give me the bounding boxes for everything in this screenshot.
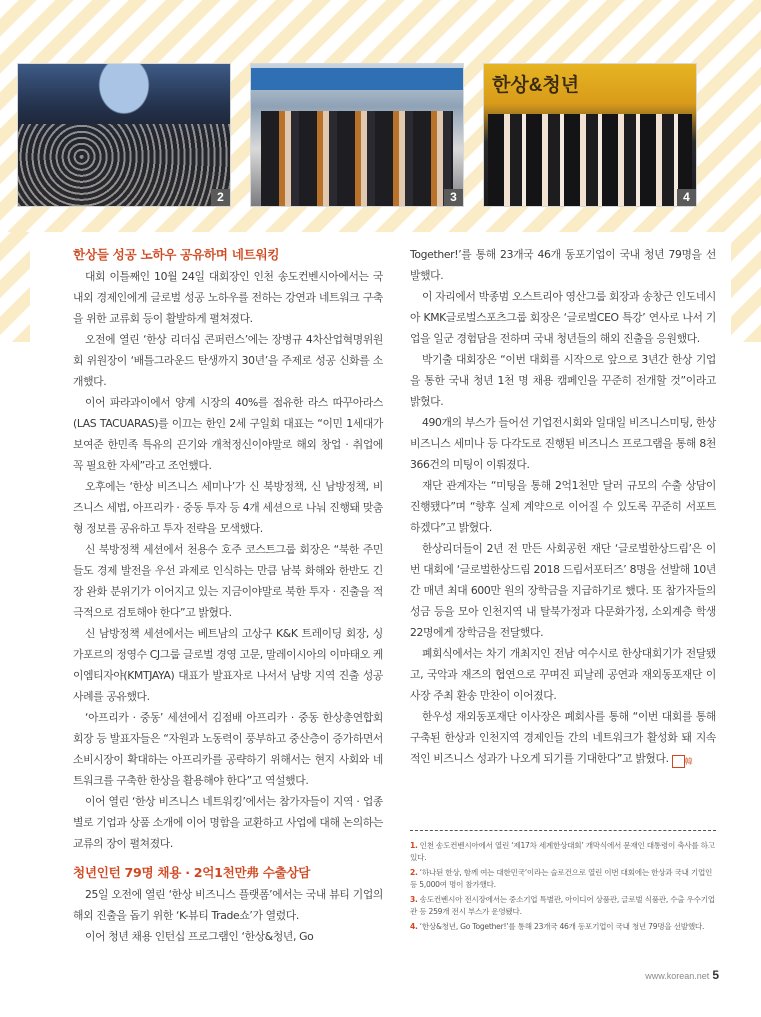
photo-captions — [410, 830, 716, 936]
caption-text: ‘하나된 한상, 함께 여는 대한민국’이라는 슬로건으로 열린 이번 대회에는 한상과 국내 기업인 등 5,000여 명이 참가했다. — [410, 868, 713, 889]
paragraph: 대회 이틀째인 10월 24일 대회장인 인천 송도컨벤시아에서는 국내외 경제인에게 글로벌 성공 노하우를 전하는 강연과 네트워크 구축을 위한 교류회 등이 활발하게 펼쳐졌다. — [73, 270, 383, 325]
page-footer — [645, 966, 719, 984]
paragraph: 박기출 대회장은 “이번 대회를 시작으로 앞으로 3년간 한상 기업을 통한 국내 청년 1천 명 채용 캠페인을 꾸준히 전개할 것”이라고 밝혔다. — [410, 353, 716, 408]
paragraph: 이어 열린 ‘한상 비즈니스 네트워킹’에서는 참가자들이 지역 · 업종별로 기업과 상품 소개에 이어 명함을 교환하고 사업에 대해 논의하는 교류의 장이 펼쳐졌다. — [73, 795, 383, 850]
website-url: www.korean.net — [645, 971, 710, 981]
paragraph: 이어 청년 채용 인턴십 프로그램인 ‘한상&청년, Go — [85, 930, 314, 943]
photo-exhibition — [250, 63, 464, 207]
photo-number: 4 — [677, 189, 696, 206]
caption-text: 송도컨벤시아 전시장에서는 중소기업 특별관, 아이디어 상품관, 글로벌 식품관, 수출 우수기업관 등 259개 전시 부스가 운영됐다. — [410, 895, 715, 916]
section-heading: 청년인턴 79명 채용 · 2억1천만弗 수출상담 — [73, 865, 311, 880]
caption-number: 3. — [410, 895, 418, 904]
caption-text: 인천 송도컨벤시아에서 열린 ‘제17차 세계한상대회’ 개막식에서 문재인 대통령이 축사를 하고 있다. — [410, 841, 715, 862]
photo-sign-text: 한상&청년 — [492, 75, 580, 96]
end-mark-icon: 韓 — [672, 755, 685, 768]
paragraph: ‘아프리카 · 중동’ 세션에서 김점배 아프리카 · 중동 한상총연합회 회장 등 발표자들은 “자원과 노동력이 풍부하고 중산층이 증가하면서 소비시장이 확대하는 아프리카를 공략하기 위해서는 현지 사회와 네트워크를 구축한 한상을 활용해야 한다”고 역설했다. — [73, 711, 383, 787]
photo-number: 3 — [444, 189, 463, 206]
paragraph: 490개의 부스가 들어선 기업전시회와 일대일 비즈니스미팅, 한상 비즈니스 세미나 등 다각도로 진행된 비즈니스 프로그램을 통해 8천366건의 미팅이 이뤄졌다. — [410, 416, 716, 471]
people-image — [261, 111, 453, 206]
striped-background-right — [731, 232, 761, 342]
paragraph-text: 한우성 재외동포재단 이사장은 폐회사를 통해 “이번 대회를 통해 구축된 한상과 인천지역 경제인들 간의 네트워크가 활성화 돼 지속적인 비즈니스 성과가 나오게 되기를 기대한다”고 밝혔다. — [410, 710, 716, 765]
paragraph: 오전에 열린 ‘한상 리더십 콘퍼런스’에는 장병규 4차산업혁명위원회 위원장이 ‘배틀그라운드 탄생까지 30년’을 주제로 성공 신화를 소개했다. — [73, 333, 383, 388]
article-column-left — [73, 244, 383, 947]
paragraph: 오후에는 ‘한상 비즈니스 세미나’가 신 북방정책, 신 남방정책, 비즈니스 세법, 아프리카 · 중동 투자 등 4개 세션으로 나눠 진행돼 맞춤형 정보를 공유하고 투자 전략을 모색했다. — [73, 480, 383, 535]
caption-number: 4. — [410, 922, 418, 931]
photo-number: 2 — [211, 189, 230, 206]
page-number: 5 — [712, 968, 719, 982]
caption — [410, 921, 716, 933]
paragraph: 신 남방정책 세션에서는 베트남의 고상구 K&K 트레이딩 회장, 싱가포르의 정영수 CJ그룹 글로벌 경영 고문, 말레이시아의 이마태오 케이엠티자야(KMTJAYA) 대표가 발표자로 나서서 남방 지역 진출 성공 사례를 공유했다. — [73, 627, 383, 703]
caption — [410, 867, 716, 891]
paragraph: 한상리더들이 2년 전 만든 사회공헌 재단 ‘글로벌한상드림’은 이번 대회에 ‘글로벌한상드림 2018 드림서포터즈’ 8명을 선발해 10년간 매년 최대 600만 원의 장학금을 지급하기로 했다. 또 참가자들의 성금 등을 모아 인천지역 내 탈북가정과 다문화가정, 소외계층 학생 22명에게 장학금을 전달했다. — [410, 542, 716, 639]
caption-text: ‘한상&청년, Go Together!’를 통해 23개국 46개 동포기업이 국내 청년 79명을 선발했다. — [419, 922, 705, 931]
banner-image — [251, 68, 463, 90]
paragraph: 이어 파라과이에서 양계 시장의 40%를 점유한 라스 따꾸아라스(LAS TACUARAS)를 이끄는 한인 2세 구일회 대표는 “이민 1세대가 보여준 한민족 특유의 끈기와 개척정신이야말로 해외 창업 · 취업에 꼭 필요한 자세”라고 조언했다. — [73, 396, 383, 472]
people-image — [488, 114, 692, 206]
paragraph-final — [410, 706, 716, 769]
caption-number: 2. — [410, 868, 418, 877]
striped-background-left — [0, 232, 30, 342]
paragraph: 이 자리에서 박종범 오스트리아 영산그룹 회장과 송창근 인도네시아 KMK글로벌스포츠그룹 회장은 ‘글로벌CEO 특강’ 연사로 나서 기업을 일군 경험담을 전하며 국내 청년들의 해외 진출을 응원했다. — [410, 290, 716, 345]
paragraph-continuation: Together!’를 통해 23개국 46개 동포기업이 국내 청년 79명을 선발했다. — [410, 248, 716, 282]
crowd-image — [18, 124, 230, 206]
caption — [410, 894, 716, 918]
paragraph: 25일 오전에 열린 ‘한상 비즈니스 플랫폼’에서는 국내 뷰티 기업의 해외 진출을 돕기 위한 ‘K-뷰티 Trade쇼’가 열렸다. — [73, 888, 383, 922]
article-column-right — [410, 244, 716, 769]
paragraph: 폐회식에서는 차기 개최지인 전남 여수시로 한상대회기가 전달됐고, 국악과 재즈의 협연으로 꾸며진 피날레 공연과 재외동포재단 이사장 주최 환송 만찬이 이어졌다. — [410, 647, 716, 702]
caption-number: 1. — [410, 841, 418, 850]
photo-opening-ceremony — [17, 63, 231, 207]
paragraph: 재단 관계자는 “미팅을 통해 2억1천만 달러 규모의 수출 상담이 진행됐다”며 “향후 실제 계약으로 이어질 수 있도록 꾸준히 서포트하겠다”고 밝혔다. — [410, 479, 716, 534]
paragraph: 신 북방정책 세션에서 천용수 호주 코스트그룹 회장은 “북한 주민들도 경제 발전을 우선 과제로 인식하는 만큼 남북 화해와 한반도 긴장 완화 분위기가 이어지고 있는 지금이야말로 북한 투자 · 진출을 적극적으로 검토해야 한다”고 밝혔다. — [73, 543, 383, 619]
section-heading: 한상들 성공 노하우 공유하며 네트워킹 — [73, 247, 280, 262]
caption — [410, 840, 716, 864]
photo-youth-group — [483, 63, 697, 207]
